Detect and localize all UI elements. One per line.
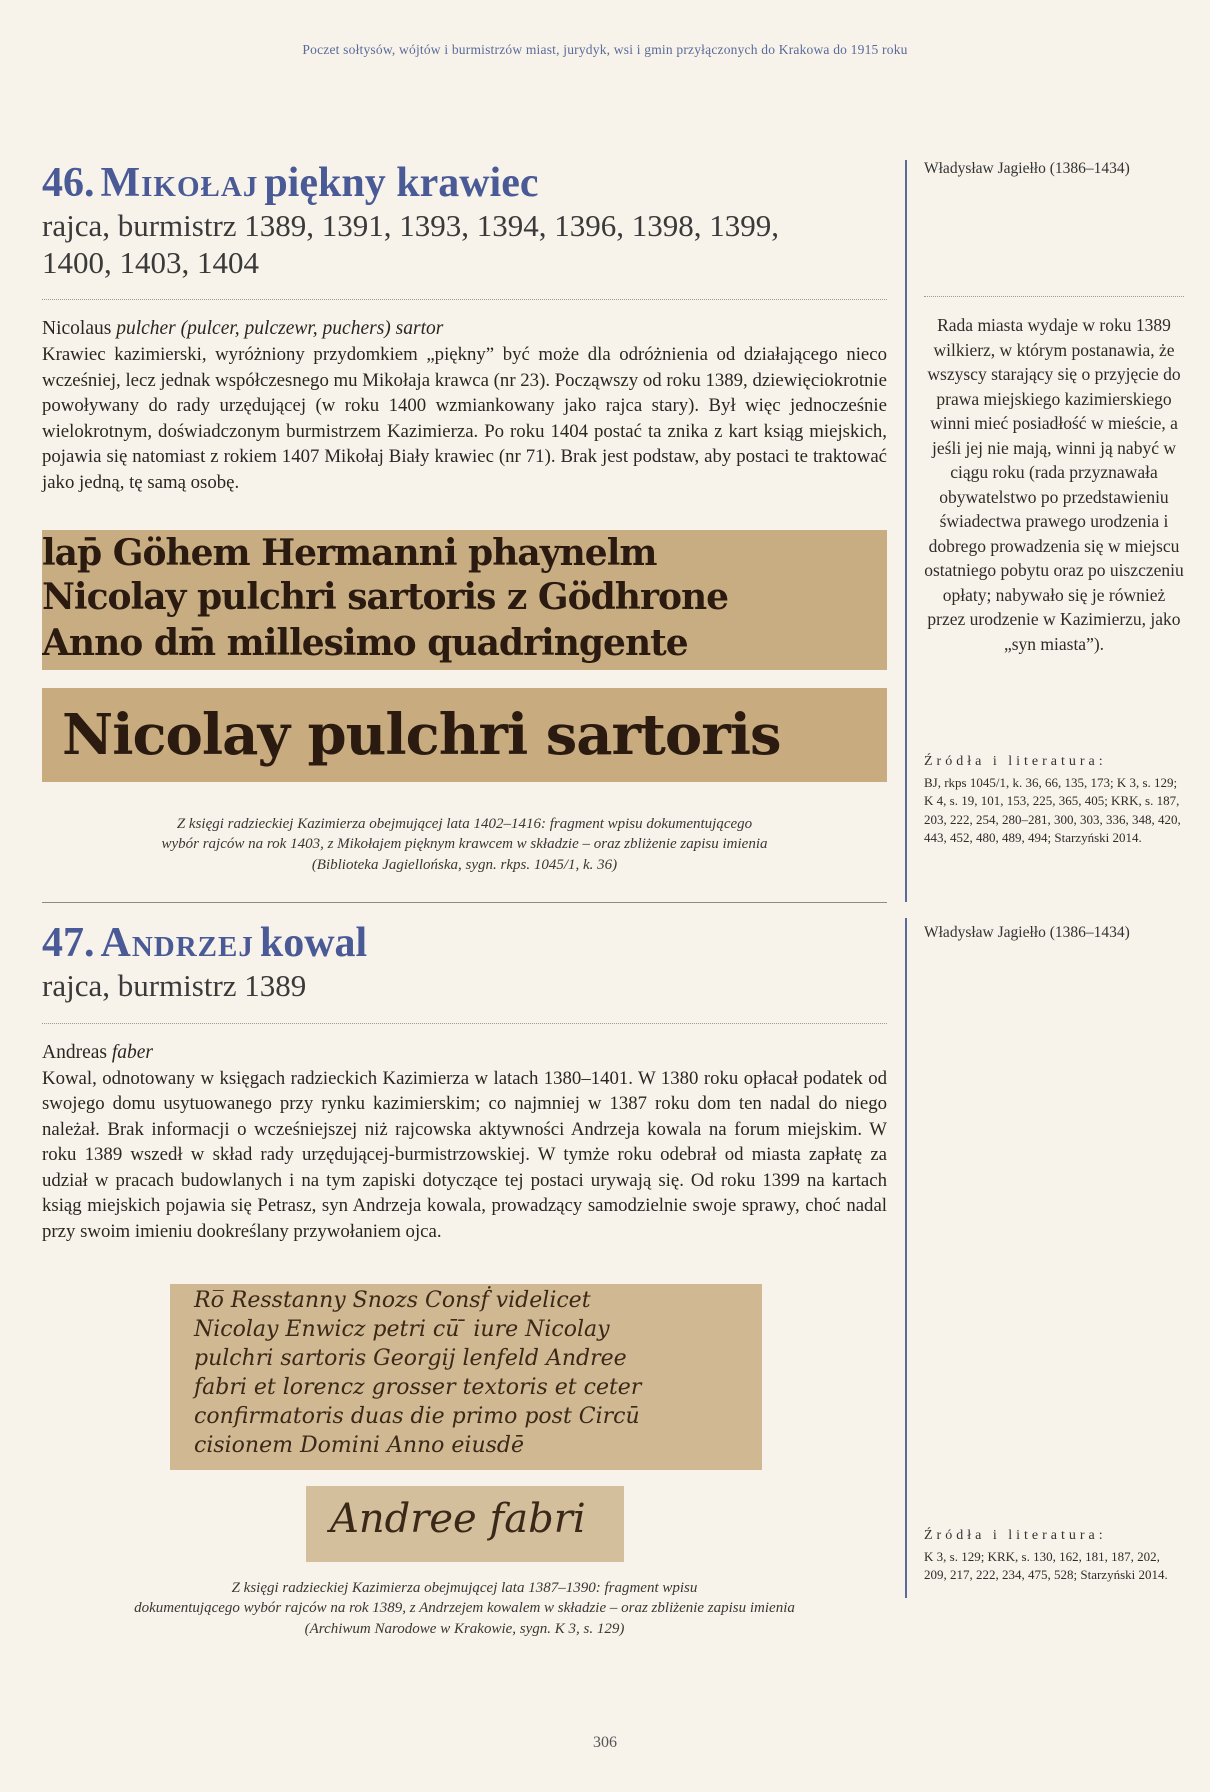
latin-name-plain: Andreas	[42, 1041, 107, 1063]
entry-offices-line: 1400, 1403, 1404	[42, 244, 259, 280]
side-column-46	[924, 160, 1184, 656]
manuscript-line: Anno dm̄ millesimo quadringente	[42, 622, 688, 664]
side-column-47	[924, 924, 1184, 942]
latin-name	[42, 318, 887, 340]
reign-label: Władysław Jagiełło (1386–1434)	[924, 924, 1130, 941]
manuscript-line: Nicolay pulchri sartoris z Gödhrone	[42, 576, 729, 618]
entry-title	[42, 162, 887, 204]
manuscript-line: Nicolay pulchri sartoris	[62, 702, 781, 768]
entry-body: Krawiec kazimierski, wyróżniony przydomkiem „piękny” być może dla odróżnienia od działającego nieco wcześniej, lecz jednak współczesnego mu Mikołaja krawca (nr 23). Począwszy od roku 1389, dziewięciokrotnie powoływany do rady urzędującej (w roku 1400 wzmiankowany jako rajca stary). Był więc jednocześnie wielokrotnym, doświadczonym burmistrzem Kazimierza. Po roku 1404 postać ta znika z kart ksiąg miejskich, pojawia się natomiast z rokiem 1407 Mikołaj Biały krawiec (nr 71). Brak jest podstaw, aby postaci te traktować jako jedną, tę samą osobę.	[42, 344, 887, 493]
caption-line: wybór rajców na rok 1403, z Mikołajem pięknym krawcem w składzie – oraz zbliżenie zapisu imienia	[161, 836, 768, 853]
page-number: 306	[593, 1734, 617, 1751]
entry-epithet: piękny krawiec	[264, 160, 539, 206]
sources-label: Źródła i literatura:	[924, 1528, 1107, 1543]
entry-offices	[42, 208, 887, 281]
entry-47	[42, 922, 887, 1245]
side-note: Rada miasta wydaje w roku 1389 wilkierz, w którym postanawia, że wszyscy starający się o przyjęcie do prawa miejskiego kazimierskiego winni mieć posiadłość w mieście, a jeśli jej nie mają, winni ją nabyć w ciągu roku (rada przyznawała obywatelstwo po przedstawieniu świadectwa prawego urodzenia i dobrego prowadzenia się w miejscu ostatniego pobytu oraz po uiszczeniu opłaty; nabywało się je również przez urodzenie w Kazimierzu, jako „syn miasta”).	[924, 315, 1184, 654]
running-head: Poczet sołtysów, wójtów i burmistrzów miast, jurydyk, wsi i gmin przyłączonych do Krakowa do 1915 roku	[302, 42, 908, 57]
latin-name	[42, 1042, 887, 1064]
entry-body: Kowal, odnotowany w księgach radzieckich Kazimierza w latach 1380–1401. W 1380 roku opłacał podatek od swojego domu usytuowanego przy rynku kazimierskim; co najmniej w 1387 roku dom ten nadal do niego należał. Brak informacji o wcześniejszej niż rajcowska aktywności Andrzeja kowala na forum miejskim. W roku 1389 wszedł w skład rady urzędującej-burmistrzowskiej. W tymże roku odebrał od miasta zapłatę za udział w pracach budowlanych i na tym zapiski dotyczące tej postaci urywają się. Od roku 1399 na kartach ksiąg miejskich pojawia się Petrasz, syn Andrzeja kowala, prowadzący samodzielnie swoje sprawy, choć nadal przy swoim imieniu dookreślany przywołaniem ojca.	[42, 1067, 887, 1242]
entry-number: 46.	[42, 160, 95, 206]
caption-line: Z księgi radzieckiej Kazimierza obejmującej lata 1402–1416: fragment wpisu dokumentującego	[176, 816, 753, 832]
divider	[42, 1023, 887, 1024]
entry-offices-line: rajca, burmistrz 1389	[42, 968, 307, 1003]
entry-offices-line: rajca, burmistrz 1389, 1391, 1393, 1394, 1396, 1398, 1399,	[42, 208, 780, 243]
manuscript-line: pulchri sartoris Georgij lenfeld Andree	[194, 1346, 627, 1371]
section-separator	[42, 902, 887, 903]
manuscript-image	[170, 1284, 762, 1470]
divider	[42, 299, 887, 300]
latin-name-italic: pulcher (pulcer, pulczewr, puchers) sartor	[116, 318, 444, 340]
manuscript-image	[42, 530, 887, 670]
manuscript-line: lap̄ Göhem Hermanni phaynelm	[42, 532, 657, 574]
sources-47	[924, 1528, 1184, 1585]
side-column-rule	[905, 918, 907, 1598]
sources-label: Źródła i literatura:	[924, 754, 1107, 769]
entry-title	[42, 922, 887, 964]
caption-line: dokumentującego wybór rajców na rok 1389, z Andrzejem kowalem w składzie – oraz zbliżenie zapisu imienia	[134, 1600, 795, 1617]
side-column-rule	[905, 160, 907, 902]
sources-46	[924, 754, 1184, 848]
manuscript-closeup-image	[306, 1486, 624, 1562]
sources-text: BJ, rkps 1045/1, k. 36, 66, 135, 173; K 3, s. 129; K 4, s. 19, 101, 153, 225, 365, 405; KRK, s. 187, 203, 222, 254, 280–281, 300, 303, 336, 348, 420, 443, 452, 480, 489, 494; Starzyński 2014.	[924, 775, 1181, 846]
manuscript-line: Nicolay Enwicz petri cū ̄ iure Nicolay	[194, 1317, 610, 1342]
manuscript-line: fabri et lorencz grosser textoris et ceter	[194, 1375, 642, 1400]
latin-name-italic: faber	[111, 1041, 154, 1063]
manuscript-closeup-image	[42, 688, 887, 782]
sources-text: K 3, s. 129; KRK, s. 130, 162, 181, 187, 202, 209, 217, 222, 234, 475, 528; Starzyński 2014.	[924, 1549, 1168, 1583]
entry-offices	[42, 968, 887, 1005]
latin-name-plain: Nicolaus	[42, 318, 112, 340]
entry-name: Andrzej	[100, 920, 254, 966]
manuscript-line: confirmatoris duas die primo post Circū	[194, 1404, 640, 1429]
entry-epithet: kowal	[259, 920, 368, 966]
caption-line: Z księgi radzieckiej Kazimierza obejmującej lata 1387–1390: fragment wpisu	[231, 1580, 698, 1596]
manuscript-line: Ro̅ Resstanny Snozs Consḟ videlicet	[194, 1288, 591, 1313]
figure-caption	[42, 1578, 887, 1639]
entry-number: 47.	[42, 920, 95, 966]
divider	[924, 296, 1184, 297]
manuscript-line: Andree fabri	[330, 1496, 586, 1542]
entry-name: Mikołaj	[100, 160, 259, 206]
caption-line: (Archiwum Narodowe w Krakowie, sygn. K 3, s. 129)	[304, 1620, 625, 1637]
manuscript-line: cisionem Domini Anno eiusdē	[194, 1433, 525, 1458]
figure-caption	[42, 814, 887, 875]
reign-label: Władysław Jagiełło (1386–1434)	[924, 160, 1130, 177]
entry-46	[42, 162, 887, 496]
caption-line: (Biblioteka Jagiellońska, sygn. rkps. 1045/1, k. 36)	[311, 856, 618, 873]
